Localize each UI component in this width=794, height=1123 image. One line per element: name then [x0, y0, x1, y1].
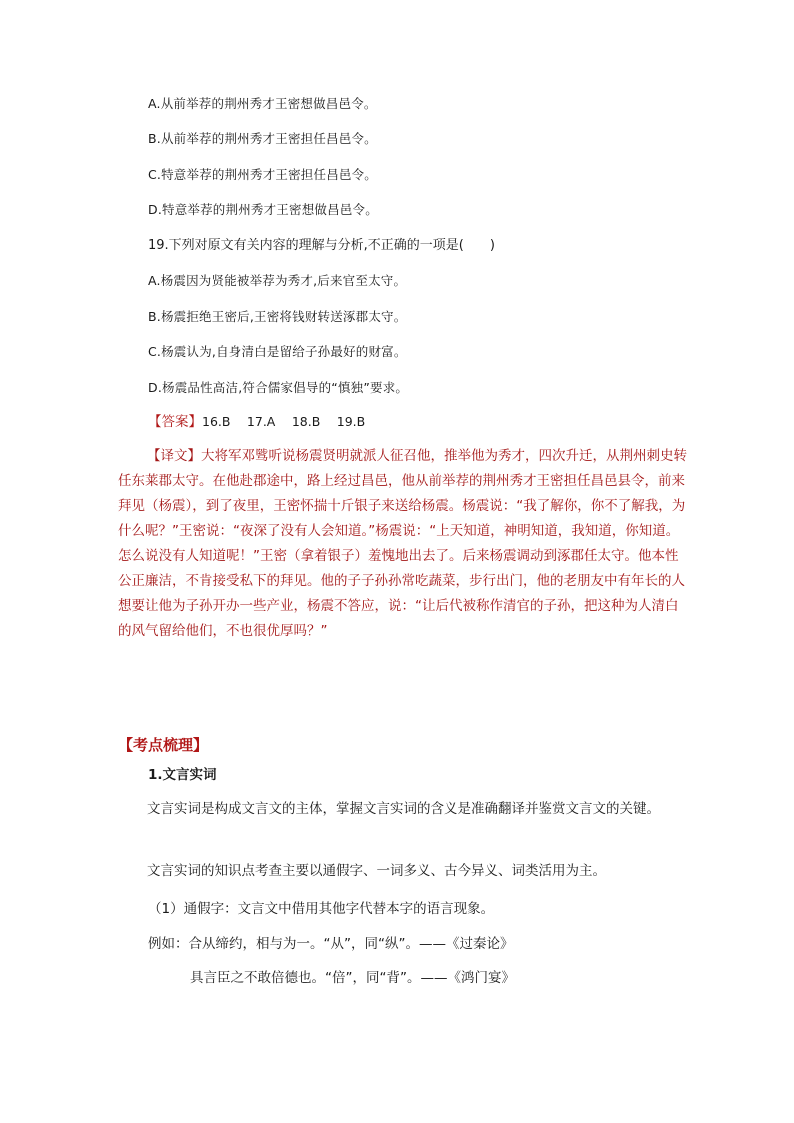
translation-text: 大将军邓骘听说杨震贤明就派人征召他，推举他为秀才，四次升迁，从荆州刺史转任东莱郡太守。在他赴郡途中，路上经过昌邑，他从前举荐的荆州秀才王密担任昌邑县令，前来拜见（杨震），到了夜里，王密怀揣十斤银子来送给杨震。杨震说：“我了解你，你不了解我，为什么呢？”王密说：“夜深了没有人会知道。”杨震说：“上天知道，神明知道，我知道，你知道。怎么说没有人知道呢！”王密（拿着银子）羞愧地出去了。后来杨震调动到涿郡任太守。他本性公正廉洁，不肯接受私下的拜见。他的子子孙孙常吃蔬菜，步行出门，他的老朋友中有年长的人想要让他为子孙开办一些产业，杨震不答应，说：“让后代被称作清官的子孙，把这种为人清白的风气留给他们，不也很优厚吗？”: [118, 448, 687, 639]
kaodian-title: 【考点梳理】: [118, 736, 209, 754]
paragraph-knowledge: 文言实词的知识点考查主要以通假字、一词多义、古今异义、词类活用为主。: [147, 863, 606, 879]
translation-paragraph: [118, 444, 690, 644]
option-19d: D.杨震品性高洁,符合儒家倡导的“慎独”要求。: [148, 380, 409, 395]
section-subtitle: 1.文言实词: [148, 767, 217, 783]
option-19b: B.杨震拒绝王密后,王密将钱财转送涿郡太守。: [148, 309, 407, 324]
question-19-stem: 19.下列对原文有关内容的理解与分析,不正确的一项是( ): [148, 238, 495, 253]
option-19c: C.杨震认为,自身清白是留给子孙最好的财富。: [148, 344, 407, 359]
answer-values: 16.B 17.A 18.B 19.B: [202, 414, 366, 429]
item-tongjiazi: （1）通假字：文言文中借用其他字代替本字的语言现象。: [148, 901, 495, 917]
option-18b: B.从前举荐的荆州秀才王密担任昌邑令。: [148, 131, 377, 146]
paragraph-shici: 文言实词是构成文言文的主体，掌握文言实词的含义是准确翻译并鉴赏文言文的关键。: [147, 801, 660, 817]
option-18d: D.特意举荐的荆州秀才王密想做昌邑令。: [148, 202, 378, 217]
answer-line: [148, 412, 365, 432]
example-hongmenyan: 具言臣之不敢倍德也。“倍”，同“背”。——《鸿门宴》: [190, 970, 515, 986]
option-18c: C.特意举荐的荆州秀才王密担任昌邑令。: [148, 167, 378, 182]
translation-label: 【译文】: [147, 448, 201, 464]
option-18a: A.从前举荐的荆州秀才王密想做昌邑令。: [148, 96, 377, 111]
example-guoqinlun: 例如：合从缔约，相与为一。“从”，同“纵”。——《过秦论》: [148, 936, 514, 952]
answer-label: 【答案】: [148, 414, 202, 430]
option-19a: A.杨震因为贤能被举荐为秀才,后来官至太守。: [148, 273, 407, 288]
